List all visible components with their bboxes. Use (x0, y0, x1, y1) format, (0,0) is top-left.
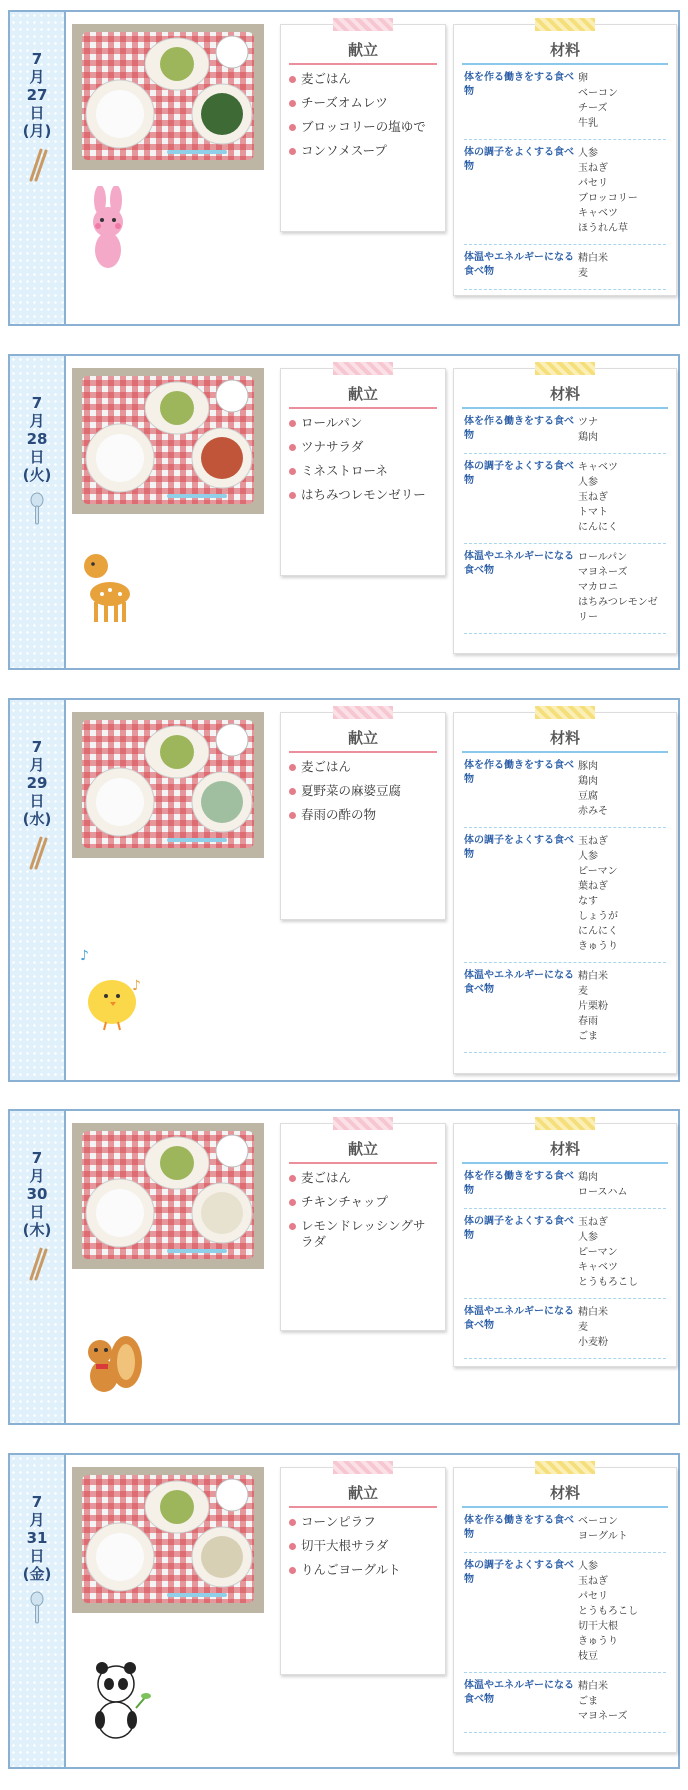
material-item: ヨーグルト (578, 1531, 628, 1542)
material-group (464, 1209, 666, 1299)
material-category: 体温やエネルギーになる食べ物 (464, 1680, 574, 1705)
material-group (464, 963, 666, 1053)
material-items (574, 1559, 666, 1664)
material-category: 体の調子をよくする食べ物 (464, 835, 574, 860)
material-item: 小麦粉 (578, 1337, 608, 1348)
material-group (464, 1299, 666, 1359)
material-items (574, 1170, 666, 1200)
material-item: 人参 (578, 477, 598, 488)
material-item: とうもろこし (578, 1277, 638, 1288)
date-month: 7 (31, 1149, 43, 1167)
date-day: 30 (26, 1185, 48, 1203)
date-column (10, 700, 66, 1080)
material-group (464, 753, 666, 828)
material-item: 玉ねぎ (578, 1217, 608, 1228)
tape-decoration (333, 1461, 393, 1474)
material-item: パセリ (578, 178, 608, 189)
material-items (574, 1514, 666, 1544)
spoon-icon (25, 1591, 49, 1625)
date-column (10, 1111, 66, 1423)
menu-title: 献立 (289, 39, 437, 65)
material-item: 牛乳 (578, 118, 598, 129)
material-item: 人参 (578, 851, 598, 862)
date-label (10, 738, 64, 828)
spoon-icon (25, 492, 49, 526)
materials-panel (453, 712, 677, 1074)
menu-item: 麦ごはん (289, 1170, 437, 1186)
material-item: キャベツ (578, 1262, 618, 1273)
day-card (8, 1109, 680, 1425)
tape-decoration (535, 706, 595, 719)
chick-illustration (78, 946, 148, 1040)
material-group (464, 828, 666, 963)
date-column (10, 1455, 66, 1767)
menu-panel (280, 1123, 446, 1331)
material-item: ベーコン (578, 1516, 618, 1527)
date-day-unit: 日 (29, 104, 45, 122)
squirrel-illustration (76, 1318, 146, 1412)
material-item: 人参 (578, 1232, 598, 1243)
material-category: 体の調子をよくする食べ物 (464, 1216, 574, 1241)
material-item: ブロッコリー (578, 193, 638, 204)
material-item: きゅうり (578, 1636, 618, 1647)
material-items (574, 759, 666, 819)
material-items (574, 460, 666, 535)
material-category: 体温やエネルギーになる食べ物 (464, 252, 574, 277)
menu-item: 夏野菜の麻婆豆腐 (289, 783, 437, 799)
menu-item: 切干大根サラダ (289, 1538, 437, 1554)
materials-title: 材料 (462, 1138, 668, 1164)
material-item: ほうれん草 (578, 223, 628, 234)
tape-decoration (333, 1117, 393, 1130)
svg-text:♪: ♪ (132, 978, 141, 994)
meal-photo (72, 712, 264, 858)
material-item: ロールパン (578, 552, 628, 563)
tray-photo (72, 1467, 264, 1613)
date-label (10, 1149, 64, 1239)
meal-photo (72, 368, 264, 514)
tape-decoration (535, 1117, 595, 1130)
material-item: キャベツ (578, 462, 618, 473)
material-item: 鶏肉 (578, 776, 598, 787)
menu-item: ブロッコリーの塩ゆで (289, 119, 437, 135)
panda-illustration (82, 1654, 152, 1748)
menu-panel (280, 1467, 446, 1675)
material-group (464, 544, 666, 634)
menu-item: コーンピラフ (289, 1514, 437, 1530)
tape-decoration (333, 362, 393, 375)
material-category: 体の調子をよくする食べ物 (464, 461, 574, 486)
material-item: 切干大根 (578, 1621, 618, 1632)
material-item: 葉ねぎ (578, 881, 608, 892)
date-month-unit: 月 (29, 412, 45, 430)
chopsticks-icon (25, 1247, 49, 1281)
material-item: 精白米 (578, 971, 608, 982)
tape-decoration (535, 362, 595, 375)
date-month-unit: 月 (29, 1167, 45, 1185)
date-column (10, 12, 66, 324)
materials-panel (453, 24, 677, 296)
date-label (10, 394, 64, 484)
meal-photo (72, 1467, 264, 1613)
material-item: なす (578, 896, 598, 907)
material-item: 精白米 (578, 1307, 608, 1318)
date-month: 7 (31, 1493, 43, 1511)
day-card (8, 354, 680, 670)
menu-item: レモンドレッシングサラダ (289, 1218, 437, 1250)
date-label (10, 1493, 64, 1583)
material-item: パセリ (578, 1591, 608, 1602)
deer-illustration (74, 536, 144, 630)
menu-item: はちみつレモンゼリー (289, 487, 437, 503)
material-item: 玉ねぎ (578, 163, 608, 174)
chopsticks-icon (25, 148, 49, 182)
date-day: 29 (26, 774, 48, 792)
material-item: 玉ねぎ (578, 836, 608, 847)
menu-item: 春雨の酢の物 (289, 807, 437, 823)
date-month-unit: 月 (29, 1511, 45, 1529)
material-group (464, 65, 666, 140)
date-day: 31 (26, 1529, 48, 1547)
material-item: 麦 (578, 1322, 588, 1333)
menu-title: 献立 (289, 1138, 437, 1164)
material-items (574, 1305, 666, 1350)
tape-decoration (333, 706, 393, 719)
material-category: 体を作る働きをする食べ物 (464, 760, 574, 785)
material-items (574, 1679, 666, 1724)
date-column (10, 356, 66, 668)
material-item: 玉ねぎ (578, 1576, 608, 1587)
material-group (464, 1164, 666, 1209)
material-category: 体を作る働きをする食べ物 (464, 416, 574, 441)
date-weekday: (水) (22, 810, 52, 828)
date-month: 7 (31, 394, 43, 412)
materials-title: 材料 (462, 727, 668, 753)
material-category: 体を作る働きをする食べ物 (464, 1515, 574, 1540)
menu-item: ミネストローネ (289, 463, 437, 479)
material-item: ピーマン (578, 866, 618, 877)
menu-title: 献立 (289, 1482, 437, 1508)
date-month-unit: 月 (29, 68, 45, 86)
material-item: 麦 (578, 268, 588, 279)
material-category: 体の調子をよくする食べ物 (464, 147, 574, 172)
material-items (574, 834, 666, 954)
material-category: 体温やエネルギーになる食べ物 (464, 1306, 574, 1331)
material-item: きゅうり (578, 941, 618, 952)
material-category: 体を作る働きをする食べ物 (464, 1171, 574, 1196)
chopsticks-icon (25, 836, 49, 870)
tray-photo (72, 1123, 264, 1269)
material-item: 人参 (578, 1561, 598, 1572)
material-items (574, 415, 666, 445)
materials-panel (453, 1123, 677, 1367)
menu-panel (280, 24, 446, 232)
menu-panel (280, 368, 446, 576)
tape-decoration (333, 18, 393, 31)
material-category: 体温やエネルギーになる食べ物 (464, 551, 574, 576)
menu-title: 献立 (289, 727, 437, 753)
material-category: 体温やエネルギーになる食べ物 (464, 970, 574, 995)
date-month: 7 (31, 50, 43, 68)
date-day-unit: 日 (29, 448, 45, 466)
material-group (464, 454, 666, 544)
menu-item: コンソメスープ (289, 143, 437, 159)
date-month-unit: 月 (29, 756, 45, 774)
material-item: 人参 (578, 148, 598, 159)
day-card (8, 698, 680, 1082)
menu-item: 麦ごはん (289, 759, 437, 775)
material-group (464, 1673, 666, 1733)
material-group (464, 140, 666, 245)
material-item: ツナ (578, 417, 598, 428)
material-item: チーズ (578, 103, 608, 114)
date-day-unit: 日 (29, 1203, 45, 1221)
material-item: にんにく (578, 522, 618, 533)
material-item: 精白米 (578, 253, 608, 264)
tape-decoration (535, 1461, 595, 1474)
material-category: 体の調子をよくする食べ物 (464, 1560, 574, 1585)
tray-photo (72, 24, 264, 170)
menu-item: 麦ごはん (289, 71, 437, 87)
material-item: にんにく (578, 926, 618, 937)
menu-panel (280, 712, 446, 920)
material-item: マカロニ (578, 582, 618, 593)
tray-photo (72, 712, 264, 858)
menu-list (281, 1170, 445, 1250)
material-item: 赤みそ (578, 806, 608, 817)
material-item: キャベツ (578, 208, 618, 219)
date-weekday: (火) (22, 466, 52, 484)
menu-list (281, 415, 445, 503)
date-day-unit: 日 (29, 1547, 45, 1565)
day-card (8, 1453, 680, 1769)
date-day: 27 (26, 86, 48, 104)
material-item: 片栗粉 (578, 1001, 608, 1012)
material-item: マヨネーズ (578, 1711, 628, 1722)
material-item: 鶏肉 (578, 1172, 598, 1183)
material-group (464, 1553, 666, 1673)
material-item: 卵 (578, 73, 588, 84)
materials-title: 材料 (462, 383, 668, 409)
material-group (464, 245, 666, 290)
tape-decoration (535, 18, 595, 31)
material-item: ごま (578, 1696, 598, 1707)
material-item: 豆腐 (578, 791, 598, 802)
date-weekday: (木) (22, 1221, 52, 1239)
meal-photo (72, 24, 264, 170)
material-items (574, 969, 666, 1044)
material-group (464, 1508, 666, 1553)
materials-title: 材料 (462, 1482, 668, 1508)
material-item: ピーマン (578, 1247, 618, 1258)
material-items (574, 71, 666, 131)
menu-title: 献立 (289, 383, 437, 409)
menu-item: りんごヨーグルト (289, 1562, 437, 1578)
svg-text:♪: ♪ (80, 948, 89, 964)
material-items (574, 550, 666, 625)
material-item: しょうが (578, 911, 618, 922)
material-category: 体を作る働きをする食べ物 (464, 72, 574, 97)
material-item: 枝豆 (578, 1651, 598, 1662)
date-month: 7 (31, 738, 43, 756)
day-card (8, 10, 680, 326)
material-group (464, 409, 666, 454)
date-day-unit: 日 (29, 792, 45, 810)
material-item: トマト (578, 507, 608, 518)
material-item: 精白米 (578, 1681, 608, 1692)
material-item: はちみつレモンゼリー (578, 597, 658, 623)
date-label (10, 50, 64, 140)
menu-item: チーズオムレツ (289, 95, 437, 111)
date-weekday: (月) (22, 122, 52, 140)
material-items (574, 251, 666, 281)
material-item: ごま (578, 1031, 598, 1042)
materials-title: 材料 (462, 39, 668, 65)
material-items (574, 1215, 666, 1290)
menu-item: チキンチャップ (289, 1194, 437, 1210)
material-item: マヨネーズ (578, 567, 628, 578)
menu-list (281, 759, 445, 823)
material-item: とうもろこし (578, 1606, 638, 1617)
material-item: ロースハム (578, 1187, 628, 1198)
menu-item: ロールパン (289, 415, 437, 431)
material-item: 麦 (578, 986, 588, 997)
tray-photo (72, 368, 264, 514)
menu-list (281, 1514, 445, 1578)
rabbit-illustration (74, 186, 144, 280)
materials-panel (453, 368, 677, 654)
menu-list (281, 71, 445, 159)
date-weekday: (金) (22, 1565, 52, 1583)
material-item: 春雨 (578, 1016, 598, 1027)
material-item: ベーコン (578, 88, 618, 99)
material-items (574, 146, 666, 236)
material-item: 豚肉 (578, 761, 598, 772)
meal-photo (72, 1123, 264, 1269)
menu-item: ツナサラダ (289, 439, 437, 455)
materials-panel (453, 1467, 677, 1753)
material-item: 鶏肉 (578, 432, 598, 443)
material-item: 玉ねぎ (578, 492, 608, 503)
date-day: 28 (26, 430, 48, 448)
